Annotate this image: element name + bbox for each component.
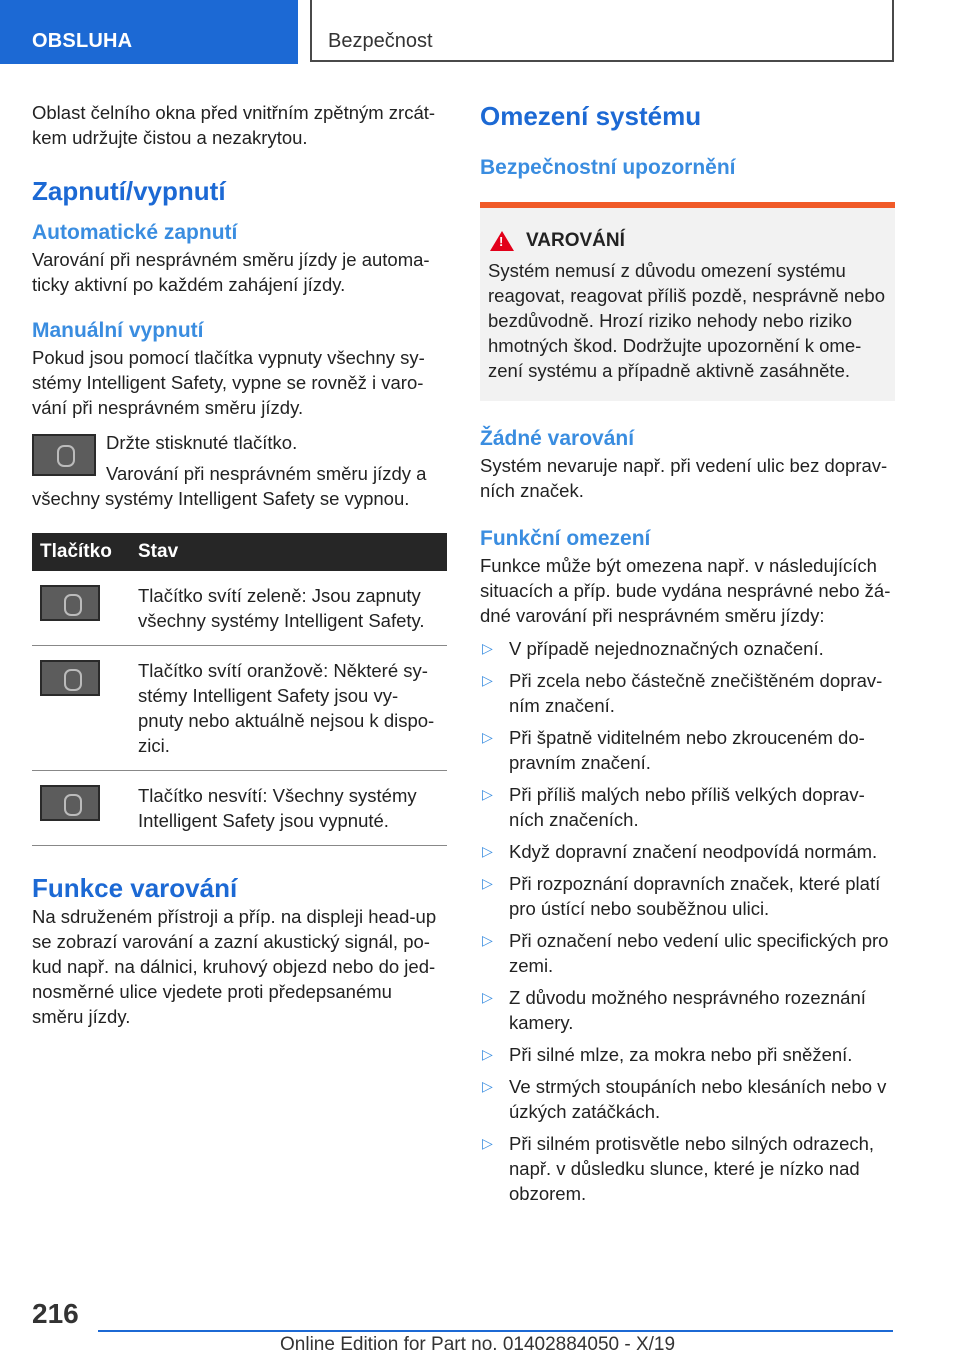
list-item-text: Když dopravní značení neodpovídá normám. <box>509 841 878 862</box>
bullet-triangle-icon: ▷ <box>482 640 493 656</box>
bullet-triangle-icon: ▷ <box>482 729 493 745</box>
manual-off-text: Pokud jsou pomocí tlačítka vypnuty všechny sy-stémy Intelligent Safety, vypne se rovněž i varo-vání při nesprávném směru jízdy. <box>32 347 425 418</box>
button-orange-icon <box>40 660 100 696</box>
right-column <box>480 100 895 1213</box>
header-topic-tab <box>310 0 894 62</box>
header-topic-label: Bezpečnost <box>328 30 433 52</box>
warning-triangle-icon <box>490 231 514 251</box>
heading-functional-limits: Funkční omezení <box>480 527 651 550</box>
list-item-text: Z důvodu možného nesprávného rozeznání kamery. <box>509 987 866 1033</box>
table-row <box>32 571 447 646</box>
list-item-text: Při silném protisvětle nebo silných odrazech, např. v důsledku slunce, které je nízko nad obzorem. <box>509 1133 875 1204</box>
list-item <box>480 1074 895 1124</box>
list-item-text: Při příliš malých nebo příliš velkých doprav-ních značeních. <box>509 784 865 830</box>
page-number: 216 <box>32 1298 79 1329</box>
table-cell-icon <box>32 571 130 646</box>
warning-header <box>490 230 887 252</box>
heading-warning-function: Funkce varování <box>32 873 238 903</box>
table-header-row <box>32 533 447 571</box>
heading-system-limits: Omezení systému <box>480 101 702 131</box>
heading-auto-on: Automatické zapnutí <box>32 221 238 244</box>
warning-function-text: Na sdruženém přístroji a příp. na displeji head-up se zobrazí varování a zazní akustický signál, po-kud např. na dálnici, kruhový objezd nebo do jed-nosměrné ulice vjedete proti předepsanému směru jízdy. <box>32 906 437 1027</box>
button-green-icon <box>40 585 100 621</box>
table-cell-status: Tlačítko svítí oranžově: Některé sy-stémy Intelligent Safety jsou vy-pnuty nebo aktuálně nejsou k dispo-zici. <box>130 646 447 771</box>
table-cell-status: Tlačítko svítí zeleně: Jsou zapnuty všechny systémy Intelligent Safety. <box>130 571 447 646</box>
list-item-text: Ve strmých stoupáních nebo klesáních nebo v úzkých zatáčkách. <box>509 1076 887 1122</box>
hold-button-row <box>32 430 447 511</box>
list-item-text: Při rozpoznání dopravních značek, které platí pro ústící nebo souběžnou ulici. <box>509 873 881 919</box>
list-item-text: Při silné mlze, za mokra nebo při sněžení. <box>509 1044 853 1065</box>
bullet-triangle-icon: ▷ <box>482 786 493 802</box>
table-row <box>32 771 447 846</box>
auto-on-text: Varování při nesprávném směru jízdy je automa-ticky aktivní po každém zahájení jízdy. <box>32 249 430 295</box>
bullet-triangle-icon: ▷ <box>482 875 493 891</box>
list-item <box>480 668 895 718</box>
functional-limits-text: Funkce může být omezena např. v následujících situacích a příp. bude vydána nesprávné nebo žá-dné varování při nesprávném směru jízdy: <box>480 555 891 626</box>
hold-text: Držte stisknuté tlačítko. <box>106 432 298 453</box>
list-item <box>480 725 895 775</box>
heading-safety-notes: Bezpečnostní upozornění <box>480 156 736 179</box>
bullet-triangle-icon: ▷ <box>482 843 493 859</box>
list-item <box>480 1042 895 1067</box>
result-text: Varování při nesprávném směru jízdy a všechny systémy Intelligent Safety se vypnou. <box>32 463 427 509</box>
bullet-triangle-icon: ▷ <box>482 1078 493 1094</box>
table-header-status: Stav <box>130 533 447 571</box>
table-cell-icon <box>32 771 130 846</box>
list-item <box>480 1131 895 1206</box>
list-item <box>480 636 895 661</box>
bullet-triangle-icon: ▷ <box>482 1046 493 1062</box>
header-section-label: OBSLUHA <box>32 30 133 52</box>
footer-line <box>98 1330 893 1332</box>
no-warning-text: Systém nevaruje např. při vedení ulic bez doprav-ních značek. <box>480 455 888 501</box>
list-item <box>480 985 895 1035</box>
intro-text: Oblast čelního okna před vnitřním zpětným zrcát-kem udržujte čistou a nezakrytou. <box>32 102 436 148</box>
warning-title: VAROVÁNÍ <box>526 230 625 251</box>
button-status-table <box>32 533 447 846</box>
warning-text: Systém nemusí z důvodu omezení systému reagovat, reagovat příliš pozdě, nesprávně nebo bezdůvodně. Hrozí riziko nehody nebo riziko hmotných škod. Dodržujte upozornění k ome-zení systému a případně aktivně zasáhněte. <box>488 260 885 381</box>
table-row <box>32 646 447 771</box>
left-column <box>32 100 447 1029</box>
list-item-text: Při označení nebo vedení ulic specifických pro zemi. <box>509 930 889 976</box>
bullet-triangle-icon: ▷ <box>482 932 493 948</box>
intelligent-safety-button-icon <box>32 434 96 476</box>
table-header-button: Tlačítko <box>32 533 130 571</box>
bullet-triangle-icon: ▷ <box>482 672 493 688</box>
list-item <box>480 782 895 832</box>
header-section-tab <box>0 0 298 64</box>
limits-list <box>480 636 895 1206</box>
table-cell-status: Tlačítko nesvítí: Všechny systémy Intelligent Safety jsou vypnuté. <box>130 771 447 846</box>
footer-text: Online Edition for Part no. 01402884050 - X/19 <box>280 1334 676 1355</box>
list-item-text: V případě nejednoznačných označení. <box>509 638 824 659</box>
list-item <box>480 928 895 978</box>
heading-no-warning: Žádné varování <box>480 427 635 450</box>
list-item-text: Při zcela nebo částečně znečištěném doprav-ním značení. <box>509 670 883 716</box>
list-item <box>480 871 895 921</box>
list-item-text: Při špatně viditelném nebo zkrouceném do-pravním značení. <box>509 727 865 773</box>
button-off-icon <box>40 785 100 821</box>
bullet-triangle-icon: ▷ <box>482 1135 493 1151</box>
warning-box <box>480 202 895 401</box>
list-item <box>480 839 895 864</box>
heading-manual-off: Manuální vypnutí <box>32 319 204 342</box>
bullet-triangle-icon: ▷ <box>482 989 493 1005</box>
table-cell-icon <box>32 646 130 771</box>
heading-on-off: Zapnutí/vypnutí <box>32 176 226 206</box>
